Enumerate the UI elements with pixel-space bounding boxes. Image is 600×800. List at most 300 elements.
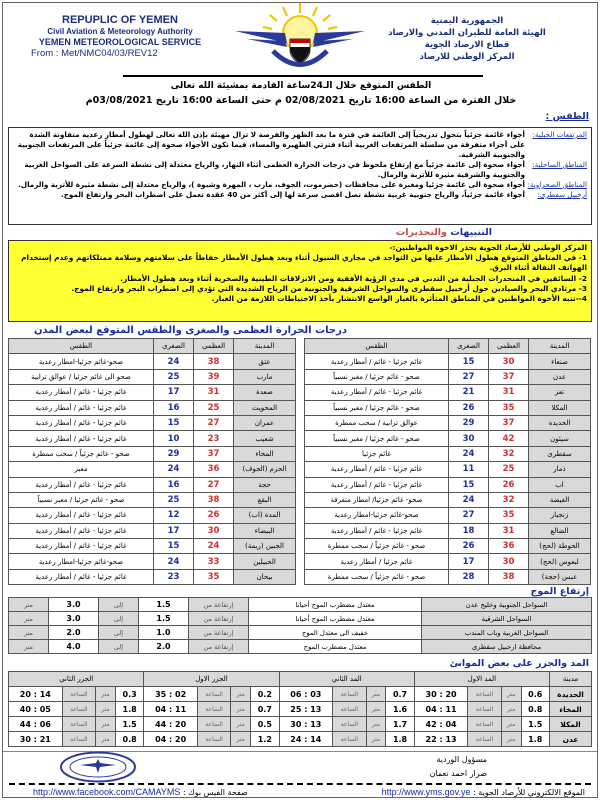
service-en: YEMEN METEOROLOGICAL SERVICE [38,37,202,47]
sea-state: معتدل مضطرب الموج [249,640,422,654]
weather-condition: صحو - غائم جزئيا / مغبر نسبياً [305,369,449,384]
hour-label: الساعة [197,702,230,717]
tide-time: 03 : 06 [279,687,333,702]
min-temp: 10 [154,431,194,446]
table-row [9,462,296,477]
weather-condition: صحو - غائم جزئياً / سحب ممطرة [9,446,154,461]
weather-condition: غائم جزئيا / أمطار رعدية [305,554,449,569]
table-row [305,554,591,569]
footer-dashed-divider [9,783,591,785]
max-temp: 26 [194,508,234,523]
hour-label: الساعة [62,702,95,717]
coast-name: السواحل الشرقية [422,612,592,626]
unit-label: متر [366,732,386,747]
tide-height: 1.6 [386,702,414,717]
city-name: مارب [234,369,296,384]
wave-min: 1.0 [139,626,189,640]
table-header-row [9,339,296,354]
table-row [9,477,296,492]
warning-line: 1- في المناطق المتوقع هطول الأمطار عليها من التواجد في مجاري السيول أثناء وبعد هطول الأمطار حفاظاً على سلامتهم وسلامة ممتلكاتهم وعدم إستخدام الهواتف النقالة أثناء البرق. [21,253,587,273]
min-temp: 11 [449,462,489,477]
max-temp: 31 [194,385,234,400]
warning-line: المركز الوطني للأرصاد الجوية يحذر الاخوة المواطنين:- [389,243,587,252]
city-name: الضالع [529,523,591,538]
website-link[interactable]: http://www.yms.gov.ye [381,787,471,797]
table-row [305,354,591,369]
table-row [305,462,591,477]
column-header: العظمى [194,339,234,354]
max-temp: 38 [194,492,234,507]
tide-height: 0.5 [251,717,279,732]
authority-en: Civil Aviation & Meteorology Authority [47,27,193,36]
max-temp: 38 [489,569,529,584]
weather-condition: غائم جزئيا - غائم / أمطار رعدية [305,385,449,400]
column-header: العظمى [489,339,529,354]
port-name: عدن [550,732,592,747]
max-temp: 42 [489,431,529,446]
shift-officer-role: مسؤول الوردية [436,755,487,764]
weather-row [13,190,587,200]
cities-table-left [8,338,296,585]
form-ref: From : Met/NMC04/03/REV12 [31,48,158,59]
table-row [9,732,592,747]
weather-condition: غائم جزئيا - غائم / أمطار رعدية [305,462,449,477]
min-temp: 17 [154,385,194,400]
coast-name: السواحل الغربية وباب المندب [422,626,592,640]
table-row [305,523,591,538]
table-row [305,431,591,446]
table-row [9,431,296,446]
tide-time: 04 : 42 [414,717,468,732]
facebook-link[interactable]: http://www.facebook.com/CAMAYMS [33,787,181,797]
table-header-row [9,672,592,687]
max-temp: 27 [194,477,234,492]
city-name: الحوطة (لحج) [529,539,591,554]
min-temp: 25 [154,492,194,507]
table-row [9,369,296,384]
column-header: الصغرى [154,339,194,354]
tide-time: 11 : 04 [144,702,198,717]
min-temp: 26 [449,539,489,554]
table-row [9,612,592,626]
hour-label: الساعة [333,687,366,702]
table-row [305,492,591,507]
weather-condition: غائم جزئيا - غائم / أمطار رعدية [9,385,154,400]
hour-label: الساعة [333,702,366,717]
unit-label: متر [231,717,251,732]
weather-condition: غائم جزئيا - غائم / أمطار رعدية [305,523,449,538]
facebook-line [33,787,248,797]
city-name: الجبين (ريمة) [234,539,296,554]
city-name: بيحان [234,569,296,584]
warning-line: 2- السائقين في المنحدرات الجبلية من التدني في مدى الرؤية الأفقية ومن الانزلاقات الطينية والصخرية أثناء وبعد هطول الأمطار. [120,273,587,283]
city-name: المخاء [234,446,296,461]
city-name: المكلا [529,400,591,415]
weather-condition: غائم جزئيا - غائم / أمطار رعدية [305,477,449,492]
cities-heading: درجات الحرارة العظمى والصغرى والطقس المتوقع لبعض المدن [33,325,347,336]
max-temp: 36 [489,539,529,554]
tide-time: 13 : 25 [279,702,333,717]
tides-table [8,671,592,747]
max-temp: 32 [489,492,529,507]
unit-label: متر [9,612,49,626]
hour-label: الساعة [62,717,95,732]
weather-condition: غائم جزئيا - غائم / أمطار رعدية [9,539,154,554]
unit-label: متر [9,626,49,640]
weather-condition: غائم جزئيا - غائم / أمطار رعدية [9,569,154,584]
column-header: المد الاول [414,672,549,687]
website-line [382,787,585,797]
city-name: حجة [234,477,296,492]
max-temp: 23 [194,431,234,446]
unit-label: متر [366,702,386,717]
header-divider [123,75,483,77]
max-temp: 26 [489,477,529,492]
tide-height: 0.3 [115,687,143,702]
wave-max: 3.0 [49,598,99,612]
min-temp: 12 [154,508,194,523]
wave-min: 2.0 [139,640,189,654]
max-temp: 25 [489,462,529,477]
city-name: عمران [234,415,296,430]
tide-time: 14 : 20 [9,687,63,702]
min-temp: 27 [449,369,489,384]
weather-region-text: أجواء صحوة الى غائمة جزئيا ومغبرة على محافظات (حضرموت، الجوف، مارب ، المهرة وشبوة )، والرياح معتدلة إلى نشطة مثيرة للأتربة والرمال. [18,180,525,189]
weather-condition: صحو - غائم جزئيا / مغبر نسبياً [305,431,449,446]
wave-max: 2.0 [49,626,99,640]
hour-label: الساعة [468,687,501,702]
website-label: الموقع الالكتروني للأرصاد الجوية : [473,788,585,797]
table-row [9,508,296,523]
weather-condition: غائم جزئيا - غائم / أمطار رعدية [305,354,449,369]
table-row [305,369,591,384]
max-temp: 37 [194,446,234,461]
city-name: شعيب [234,431,296,446]
weather-region-label: أرخبيل سقطرى: [537,190,587,199]
city-name: صعدة [234,385,296,400]
hour-label: الساعة [197,687,230,702]
table-row [9,354,296,369]
from-label: إرتفاعة من [189,626,249,640]
min-temp: 29 [154,446,194,461]
city-name: سيئون [529,431,591,446]
hour-label: الساعة [468,717,501,732]
weather-heading: الطقس : [545,111,589,122]
column-header: الصغرى [449,339,489,354]
tide-height: 1.5 [521,717,549,732]
city-name: اب [529,477,591,492]
weather-row [13,160,587,180]
forecast-title: الطقس المتوقع خلال الـ24ساعة القادمة بمشيئة الله تعالى [170,81,432,91]
max-temp: 30 [194,523,234,538]
tide-height: 1.2 [251,732,279,747]
min-temp: 27 [449,508,489,523]
column-header: المدينة [529,339,591,354]
unit-label: متر [231,732,251,747]
city-name: المدة (اب) [234,508,296,523]
max-temp: 24 [194,539,234,554]
city-name: ذمار [529,462,591,477]
table-row [9,569,296,584]
weather-condition: صحو - غائم جزئياً / سحب ممطرة [305,569,449,584]
wave-min: 1.5 [139,612,189,626]
weather-condition: غائم جزئيا - غائم / أمطار رعدية [9,477,154,492]
table-row [9,554,296,569]
from-label: إرتفاعة من [189,640,249,654]
table-row [9,702,592,717]
hour-label: الساعة [333,717,366,732]
max-temp: 39 [194,369,234,384]
table-row [305,477,591,492]
table-row [9,687,592,702]
table-row [9,385,296,400]
min-temp: 24 [154,354,194,369]
forecast-period: خلال الفترة من الساعة 16:00 تاريخ 02/08/2021 م حتى الساعة 16:00 تاريخ 03/08/2021م [85,95,517,106]
tide-time: 02 : 35 [144,687,198,702]
table-row [305,446,591,461]
cautions-title: والتحذيرات [395,227,451,238]
min-temp: 24 [154,462,194,477]
tides-heading: المد والجزر على بعض الموانئ [449,658,589,669]
table-header-row [305,339,591,354]
min-temp: 29 [449,415,489,430]
weather-condition: صحو-غائم جزئيا-امطار رعدية [305,508,449,523]
warnings-box [8,240,592,322]
min-temp: 15 [154,415,194,430]
wave-max: 4.0 [49,640,99,654]
weather-condition: مغبر [9,462,154,477]
unit-label: متر [501,717,521,732]
max-temp: 37 [489,369,529,384]
hour-label: الساعة [197,717,230,732]
waves-heading: إرتفاع الموج [530,586,589,597]
weather-condition: عوالق ترابية / سحب ممطرة [305,415,449,430]
table-row [305,415,591,430]
max-temp: 36 [194,462,234,477]
to-label: إلى [99,598,139,612]
weather-region-label: المرتفعات الجبلية: [532,130,587,139]
weather-condition: غائم جزئيا - غائم / أمطار رعدية [9,400,154,415]
tide-time: 14 : 24 [279,732,333,747]
table-row [9,523,296,538]
from-label: إرتفاعة من [189,598,249,612]
tide-time: 20 : 44 [144,717,198,732]
weather-condition: غائم جزئيا [305,446,449,461]
unit-label: متر [96,702,116,717]
min-temp: 24 [449,492,489,507]
coast-name: السواحل الجنوبية وخليج عدن [422,598,592,612]
column-header: المدينة [234,339,296,354]
city-name: زنجبار [529,508,591,523]
city-name: لبعوس (لحج) [529,554,591,569]
max-temp: 25 [194,400,234,415]
weather-condition: غائم جزئيا - غائم / أمطار رعدية [9,415,154,430]
city-name: الغيضة [529,492,591,507]
facebook-label: صفحة الفيس بوك : [182,788,248,797]
tide-height: 0.7 [386,687,414,702]
unit-label: متر [366,687,386,702]
unit-label: متر [96,732,116,747]
max-temp: 35 [489,400,529,415]
official-stamp [58,751,138,783]
tide-height: 1.8 [386,732,414,747]
weather-region-label: المناطق الساحلية: [532,160,587,169]
sea-state: معتدل مضطرب الموج أحيانا [249,612,422,626]
forecast-bulletin [2,2,598,798]
max-temp: 32 [489,446,529,461]
min-temp: 16 [154,477,194,492]
authority-ar: الهيئة العامة للطيران المدني والارصاد [388,28,546,38]
country-ar: الجمهورية اليمنية [430,16,504,26]
table-row [305,385,591,400]
tide-height: 0.2 [251,687,279,702]
tide-height: 0.8 [115,732,143,747]
weather-region-text: أجواء غائمة جزئياً بتحول تدريجياً إلى الغائمة في فترة ما بعد الظهر والفرصة لا تزال مهيئة بإذن الله تعالى لهطول أمطار رعدية متفاوتة الشدة على أجزاء متفرقة من سلسلة المرتفعات الغربية أثناء فترتي الظهيرة والمساء، فيما تكون الأجواء صحوة إلى غائمة جزئياً على المرتفعات الجنوبية والجنوبية الشرقية. [17,130,525,159]
table-row [9,598,592,612]
max-temp: 31 [489,385,529,400]
unit-label: متر [9,640,49,654]
tide-time: 05 : 40 [9,702,63,717]
sea-state: معتدل مضطرب الموج أحيانا [249,598,422,612]
city-name: الحزم (الجوف) [234,462,296,477]
min-temp: 28 [449,569,489,584]
to-label: إلى [99,612,139,626]
hour-label: الساعة [62,732,95,747]
to-label: إلى [99,626,139,640]
port-name: المخاء [550,702,592,717]
port-name: الحديدة [550,687,592,702]
weather-condition: صحو-غائم جزئيا-امطار رعدية [9,554,154,569]
unit-label: متر [9,598,49,612]
min-temp: 24 [154,554,194,569]
tide-height: 1.8 [521,732,549,747]
column-header: الجزر الثاني [9,672,144,687]
header-arabic [367,15,567,63]
column-header: المد الثاني [279,672,414,687]
city-name: البيضاء [234,523,296,538]
unit-label: متر [501,732,521,747]
tide-height: 0.6 [521,687,549,702]
min-temp: 15 [449,354,489,369]
tide-time: 21 : 30 [9,732,63,747]
header-english [25,15,215,59]
tide-height: 1.7 [386,717,414,732]
city-name: عبس (حجة) [529,569,591,584]
weather-condition: صحو - غائم جزئياً / سحب ممطرة [305,539,449,554]
min-temp: 15 [154,539,194,554]
min-temp: 24 [449,446,489,461]
tide-height: 1.5 [115,717,143,732]
max-temp: 30 [489,354,529,369]
table-row [9,640,592,654]
table-row [9,446,296,461]
sector-ar: قطاع الارصاد الجوية [424,40,510,50]
from-label: إرتفاعة من [189,612,249,626]
country-en: REPUPLIC OF YEMEN [62,14,178,26]
city-name: البقع [234,492,296,507]
max-temp: 38 [194,354,234,369]
column-header: الطقس [305,339,449,354]
weather-condition: غائم جزئيا - غائم / أمطار رعدية [9,523,154,538]
max-temp: 27 [194,415,234,430]
tide-time: 11 : 04 [414,702,468,717]
min-temp: 17 [154,523,194,538]
unit-label: متر [501,702,521,717]
coast-name: محافظة ارخبيل سقطرى [422,640,592,654]
unit-label: متر [501,687,521,702]
weather-condition: صحو-غائم جزئيا-امطار رعدية [9,354,154,369]
to-label: إلى [99,640,139,654]
min-temp: 25 [154,369,194,384]
max-temp: 30 [489,554,529,569]
table-row [9,539,296,554]
warning-line: 4--تنبه الأخوة المواطنين في المناطق المتأثرة بالغبار الواسع الانتشار بأخذ الاحتياطات اللازمة من الغبار. [211,294,587,304]
weather-condition: صحو - غائم جزئيا / مغبر نسبياً [9,492,154,507]
weather-row [13,130,587,160]
table-row [305,400,591,415]
table-row [9,717,592,732]
warnings-title: التنبيهات [450,227,492,238]
authority-logo [225,3,375,73]
weather-condition: صحو- غائم جزئيا/ امطار متفرقة [305,492,449,507]
city-name: صنعاء [529,354,591,369]
unit-label: متر [96,687,116,702]
weather-condition: غائم جزئيا - غائم / أمطار رعدية [9,508,154,523]
min-temp: 17 [449,554,489,569]
waves-table [8,597,592,654]
weather-row [13,180,587,190]
column-header: الجزر الاول [144,672,279,687]
table-row [305,508,591,523]
table-row [9,626,592,640]
column-header: الطقس [9,339,154,354]
unit-label: متر [231,702,251,717]
column-header: مدينة [550,672,592,687]
min-temp: 21 [449,385,489,400]
hour-label: الساعة [62,687,95,702]
hour-label: الساعة [468,702,501,717]
weather-condition: صحو الى غائم جزئيا / عوالق ترابية [9,369,154,384]
min-temp: 15 [449,477,489,492]
max-temp: 35 [194,569,234,584]
tide-time: 20 : 30 [414,687,468,702]
table-row [9,400,296,415]
tide-height: 0.7 [251,702,279,717]
center-ar: المركز الوطني للارصاد [419,52,515,62]
tide-time: 13 : 22 [414,732,468,747]
max-temp: 35 [489,508,529,523]
warnings-heading [396,227,492,238]
city-name: الحبيلين [234,554,296,569]
city-name: تعز [529,385,591,400]
min-temp: 16 [154,400,194,415]
tide-height: 1.8 [115,702,143,717]
city-name: المحويت [234,400,296,415]
sea-state: خفيف الى معتدل الموج [249,626,422,640]
wave-min: 1.5 [139,598,189,612]
city-name: الحديدة [529,415,591,430]
min-temp: 18 [449,523,489,538]
table-row [9,415,296,430]
weather-region-text: أجواء صحوة إلى غائمة جزئياً مع إرتفاع ملحوظ في درجات الحرارة العظمى أثناء النهار، والرياح معتدلة إلى نشطة السرعة على السواحل الغربية والجنوبية والشرقية مثيرة للأتربة والرمال. [24,160,525,179]
weather-condition: غائم جزئيا - غائم / أمطار رعدية [9,431,154,446]
tide-time: 20 : 04 [144,732,198,747]
table-row [305,539,591,554]
city-name: سقطرى [529,446,591,461]
min-temp: 26 [449,400,489,415]
weather-condition: صحو - غائم جزئيا / مغبر نسبياً [305,400,449,415]
max-temp: 37 [489,415,529,430]
